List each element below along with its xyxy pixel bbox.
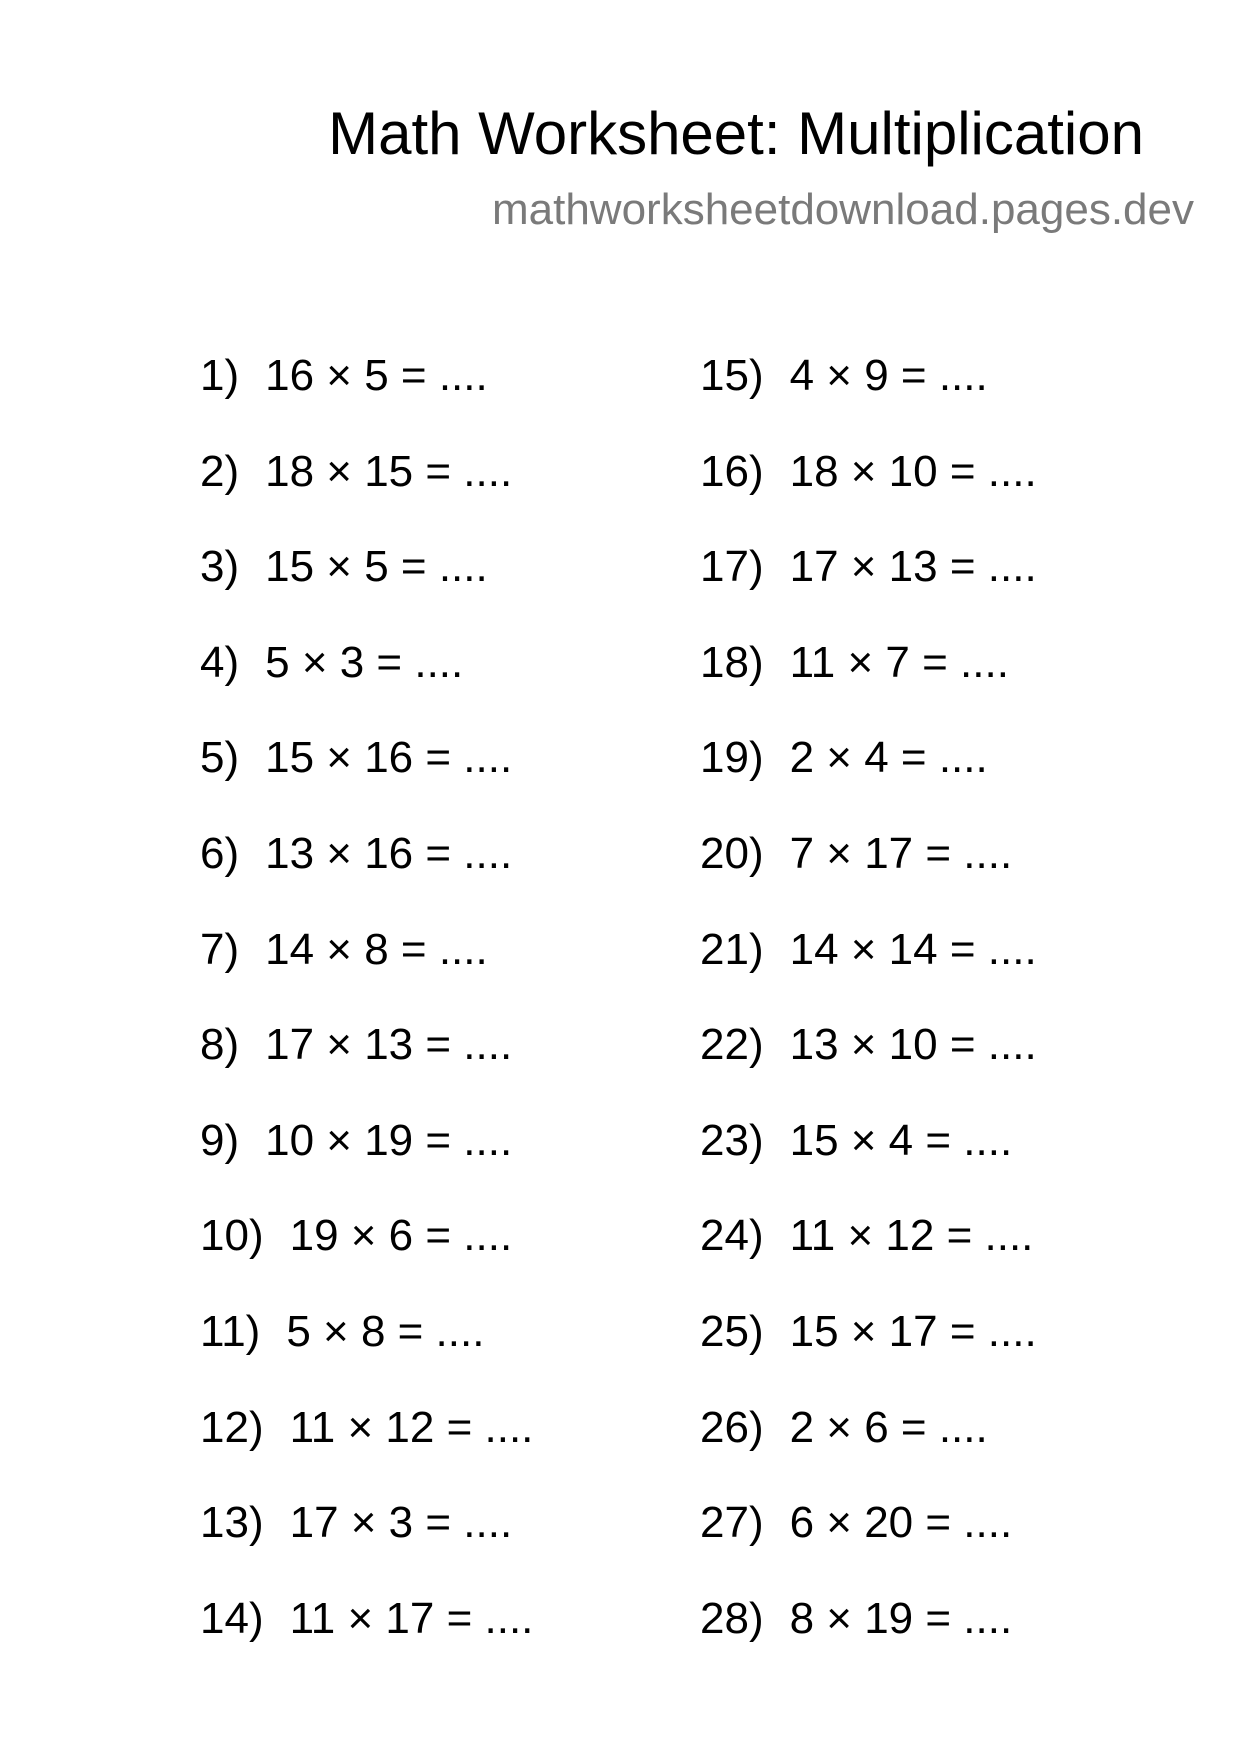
problem-number: 20) bbox=[700, 828, 764, 878]
problem-item bbox=[700, 1497, 1240, 1593]
problem-expression: 15 × 5 = .... bbox=[265, 542, 488, 592]
problem-item bbox=[200, 924, 760, 1020]
problem-expression: 6 × 20 = .... bbox=[789, 1498, 1013, 1548]
problem-number: 18) bbox=[700, 637, 764, 687]
problem-number: 6) bbox=[200, 828, 240, 878]
problem-expression: 19 × 6 = .... bbox=[289, 1211, 513, 1261]
problem-number: 17) bbox=[700, 542, 764, 592]
problem-number: 1) bbox=[200, 351, 240, 400]
problem-number: 22) bbox=[700, 1020, 764, 1070]
problem-item bbox=[700, 1306, 1240, 1402]
problem-number: 24) bbox=[700, 1211, 764, 1261]
problem-item bbox=[700, 828, 1240, 924]
problem-expression: 17 × 13 = .... bbox=[265, 1020, 513, 1070]
problem-item bbox=[200, 1593, 760, 1689]
problem-item bbox=[700, 637, 1240, 733]
problem-number: 13) bbox=[200, 1498, 264, 1548]
problem-expression: 11 × 17 = .... bbox=[289, 1593, 534, 1643]
problem-expression: 10 × 19 = .... bbox=[265, 1115, 513, 1165]
problem-expression: 2 × 6 = .... bbox=[789, 1402, 988, 1452]
problem-expression: 5 × 8 = .... bbox=[286, 1306, 485, 1356]
problem-number: 12) bbox=[200, 1402, 264, 1452]
problem-expression: 14 × 8 = .... bbox=[265, 924, 488, 974]
problem-item bbox=[200, 637, 760, 733]
problem-expression: 7 × 17 = .... bbox=[789, 828, 1013, 878]
problem-number: 2) bbox=[200, 446, 240, 496]
problem-number: 16) bbox=[700, 446, 764, 496]
problem-expression: 18 × 15 = .... bbox=[265, 446, 513, 496]
problem-number: 10) bbox=[200, 1211, 264, 1261]
problem-number: 14) bbox=[200, 1593, 264, 1643]
problem-number: 5) bbox=[200, 733, 240, 783]
problem-number: 4) bbox=[200, 637, 240, 687]
problem-expression: 4 × 9 = .... bbox=[789, 351, 988, 400]
problem-number: 3) bbox=[200, 542, 240, 592]
problem-expression: 8 × 19 = .... bbox=[789, 1593, 1013, 1643]
problem-item bbox=[700, 350, 1240, 446]
worksheet-source-url: mathworksheetdownload.pages.dev bbox=[491, 185, 1194, 234]
problem-expression: 11 × 12 = .... bbox=[789, 1211, 1034, 1261]
problem-number: 27) bbox=[700, 1498, 764, 1548]
problem-number: 19) bbox=[700, 733, 764, 783]
problem-item bbox=[200, 1306, 760, 1402]
problem-item bbox=[200, 541, 760, 637]
problem-item bbox=[700, 924, 1240, 1020]
problem-item bbox=[200, 732, 760, 828]
problem-number: 25) bbox=[700, 1306, 764, 1356]
problem-item bbox=[700, 1210, 1240, 1306]
problem-expression: 18 × 10 = .... bbox=[789, 446, 1037, 496]
problem-expression: 5 × 3 = .... bbox=[265, 637, 464, 687]
problem-expression: 14 × 14 = .... bbox=[789, 924, 1037, 974]
problem-item bbox=[200, 1497, 760, 1593]
problem-expression: 11 × 7 = .... bbox=[789, 637, 1009, 687]
problem-item bbox=[200, 446, 760, 542]
problem-number: 9) bbox=[200, 1115, 240, 1165]
problem-number: 15) bbox=[700, 351, 764, 400]
problem-expression: 17 × 3 = .... bbox=[289, 1498, 513, 1548]
problem-expression: 13 × 10 = .... bbox=[789, 1020, 1037, 1070]
problem-number: 8) bbox=[200, 1020, 240, 1070]
problem-item bbox=[700, 541, 1240, 637]
problem-number: 7) bbox=[200, 924, 240, 974]
problem-number: 21) bbox=[700, 924, 764, 974]
problem-expression: 13 × 16 = .... bbox=[265, 828, 513, 878]
problem-expression: 17 × 13 = .... bbox=[789, 542, 1037, 592]
problem-column-right bbox=[700, 350, 1240, 1688]
problem-expression: 15 × 4 = .... bbox=[789, 1115, 1013, 1165]
problem-item bbox=[700, 732, 1240, 828]
problem-item bbox=[700, 1019, 1240, 1115]
problem-expression: 16 × 5 = .... bbox=[265, 351, 488, 400]
problem-expression: 2 × 4 = .... bbox=[789, 733, 988, 783]
problem-number: 26) bbox=[700, 1402, 764, 1452]
problem-number: 11) bbox=[200, 1306, 261, 1356]
problem-item bbox=[200, 1402, 760, 1498]
problem-column-left bbox=[200, 350, 760, 1688]
problem-item bbox=[200, 1210, 760, 1306]
problem-item bbox=[200, 1115, 760, 1211]
problem-expression: 15 × 16 = .... bbox=[265, 733, 513, 783]
problem-item bbox=[700, 1402, 1240, 1498]
problem-expression: 15 × 17 = .... bbox=[789, 1306, 1037, 1356]
worksheet-title: Math Worksheet: Multiplication bbox=[328, 100, 1144, 167]
problem-item bbox=[700, 1115, 1240, 1211]
problem-item bbox=[200, 350, 760, 446]
problem-number: 28) bbox=[700, 1593, 764, 1643]
problem-item bbox=[700, 1593, 1240, 1689]
problem-number: 23) bbox=[700, 1115, 764, 1165]
problem-item bbox=[200, 1019, 760, 1115]
problem-expression: 11 × 12 = .... bbox=[289, 1402, 534, 1452]
problem-item bbox=[200, 828, 760, 924]
problem-item bbox=[700, 446, 1240, 542]
